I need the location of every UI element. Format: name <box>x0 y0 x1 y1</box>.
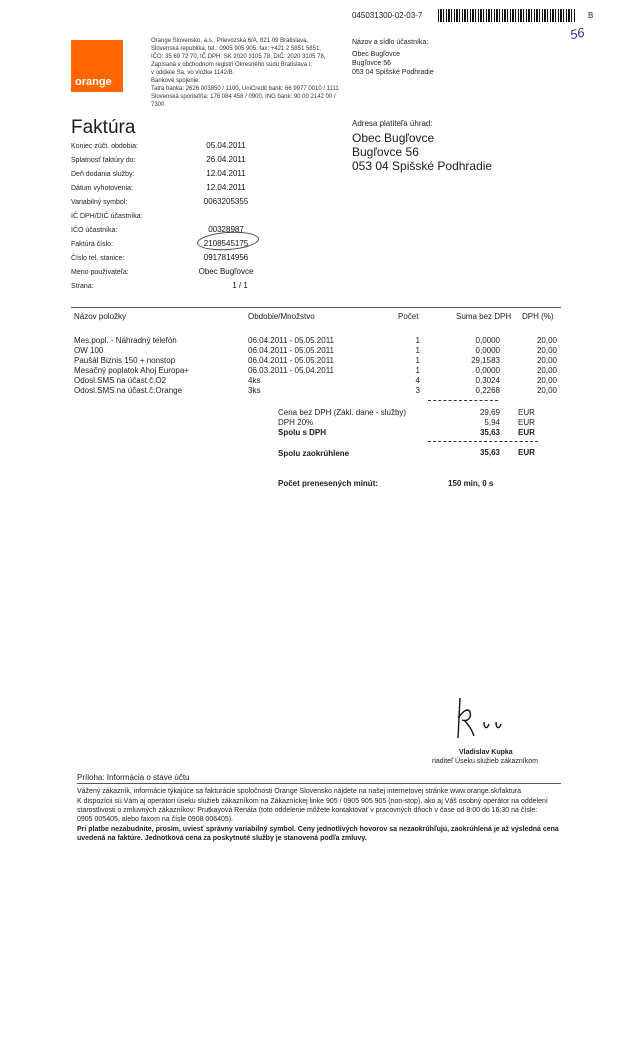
field-value: 2108545175 <box>203 239 249 248</box>
invoice-title: Faktúra <box>71 117 136 138</box>
company-line: Bankové spojenie: <box>151 78 201 84</box>
row-count: 1 <box>415 336 420 345</box>
total-with-vat-currency: EUR <box>518 428 535 437</box>
column-header-amount: Suma bez DPH <box>456 312 512 321</box>
total-with-vat-value: 35,63 <box>479 428 500 437</box>
company-line: IČO: 35 69 72 70, IČ DPH: SK 2020 3105 78, DIČ: 2020 3105 78, <box>151 54 326 60</box>
row-item: OW 100 <box>74 346 104 355</box>
notice-line: K dispozícii sú Vám aj operátori úseku služieb zákazníkom na Zákazníckej linke 905 / 0905 905 905 (non-stop), ako aj Váš osobný operátor na oddelení <box>77 798 548 805</box>
total-base-currency: EUR <box>518 408 535 417</box>
row-amount: 0,0000 <box>475 346 500 355</box>
row-count: 1 <box>415 356 420 365</box>
field-value: 00328987 <box>208 225 244 234</box>
field-label: Strana: <box>71 283 94 290</box>
row-vat: 20,00 <box>536 346 557 355</box>
row-vat: 20,00 <box>536 366 557 375</box>
signer-title: riaditeľ Úseku služieb zákazníkom <box>432 758 538 765</box>
logo-text: orange <box>75 76 112 88</box>
field-label: Variabilný symbol: <box>71 199 128 206</box>
field-label: IČO účastníka: <box>71 227 118 234</box>
field-label: Meno používateľa: <box>71 269 129 276</box>
field-label: Číslo tel. stanice: <box>71 255 125 262</box>
field-label: Koniec zúčt. obdobia: <box>71 143 138 150</box>
row-period: 06.03.2011 - 05.04.2011 <box>248 366 334 375</box>
field-value: 0917814956 <box>203 253 249 262</box>
field-value: 1 / 1 <box>232 281 248 290</box>
column-header-period: Obdobie/Množstvo <box>248 312 315 321</box>
row-amount: 0,3024 <box>475 376 500 385</box>
total-vat-currency: EUR <box>518 418 535 427</box>
row-period: 4ks <box>248 376 261 385</box>
company-line: Orange Slovensko, a.s., Prievozská 6/A, 821 09 Bratislava, <box>151 38 309 44</box>
minutes-label: Počet prenesených minút: <box>278 479 379 488</box>
recipient-block <box>352 38 434 77</box>
rounded-total-currency: EUR <box>518 448 535 457</box>
payer-line: Bugľovce 56 <box>352 145 419 159</box>
barcode <box>438 9 576 22</box>
payer-block <box>352 119 492 173</box>
column-header-item: Názov položky <box>74 312 127 321</box>
row-item: Paušál Biznis 150 + nonstop <box>74 356 176 365</box>
row-vat: 20,00 <box>536 356 557 365</box>
table-top-rule <box>71 307 561 308</box>
row-count: 4 <box>415 376 420 385</box>
company-line: Zapísaná v obchodnom registri Okresného súdu Bratislava I, <box>151 62 313 68</box>
row-vat: 20,00 <box>536 386 557 395</box>
notice-top-rule <box>77 783 561 784</box>
row-count: 1 <box>415 366 420 375</box>
total-vat-value: 5,94 <box>484 418 500 427</box>
total-with-vat-label: Spolu s DPH <box>278 428 327 437</box>
field-value: 12.04.2011 <box>206 183 246 192</box>
row-count: 3 <box>415 386 420 395</box>
recipient-line: Bugľovce 56 <box>352 60 392 67</box>
field-label: Splatnosť faktúry do: <box>71 157 136 164</box>
field-label: Faktúra číslo: <box>71 241 114 248</box>
row-item: Mesačný poplatok Ahoj Europa+ <box>74 366 189 375</box>
row-item: Odosl.SMS na účast.č.O2 <box>74 376 167 385</box>
barcode-letter: B <box>588 11 594 20</box>
row-period: 06.04.2011 - 05.05.2011 <box>248 346 334 355</box>
notice-bold-line: uvedená na faktúre. Jednotková cena za poskytnuté služby je stanovená podľa zmluvy. <box>77 835 367 842</box>
row-count: 1 <box>415 346 420 355</box>
row-amount: 0,2268 <box>475 386 500 395</box>
recipient-line: Obec Bugľovce <box>352 51 400 58</box>
field-label: Dátum vyhotovenia: <box>71 185 133 192</box>
orange-logo <box>71 40 123 92</box>
document-number: 045031300-02-03-7 <box>352 11 423 20</box>
row-period: 06.04.2011 - 05.05.2011 <box>248 356 334 365</box>
row-item: Mes.popl. - Náhradný telefón <box>74 336 177 345</box>
recipient-label: Názov a sídlo účastníka: <box>352 39 429 46</box>
row-vat: 20,00 <box>536 376 557 385</box>
handwritten-mark: 56 <box>568 24 586 43</box>
row-vat: 20,00 <box>536 336 557 345</box>
field-value: 26.04.2011 <box>206 155 246 164</box>
notice-line: starostlivosti o zmluvných zákazníkov: Prutkayová Renáta (toto oddelenie môžete kontaktovať v pracovných dňoch v čase od 8:00 do 16:30 na čísle: <box>77 807 538 814</box>
rounded-total-value: 35,63 <box>479 448 500 457</box>
row-amount: 0,0000 <box>475 366 500 375</box>
signer-name: Vladislav Kupka <box>459 749 513 756</box>
minutes-value: 150 min, 0 s <box>448 479 494 488</box>
company-line: Slovenská sporiteľňa: 176 084 458 / 0900, ING bank: 90 00 2142 00 / 7300 <box>151 94 336 108</box>
totals-dash-rule <box>428 400 498 401</box>
company-info <box>151 37 346 109</box>
row-period: 3ks <box>248 386 261 395</box>
company-line: Slovenská republika, tel.: 0905 905 905, fax: +421 2 5851 5851, <box>151 46 321 52</box>
field-value: 0063205355 <box>203 197 249 206</box>
row-amount: 0,0000 <box>475 336 500 345</box>
total-base-value: 29,69 <box>479 408 500 417</box>
handwritten-signature <box>450 692 530 744</box>
notice-line: Vážený zákazník, informácie týkajúce sa fakturácie spoločnosti Orange Slovensko nájdete na našej internetovej stránke www.orange.sk/faktura <box>77 788 521 795</box>
field-value: 12.04.2011 <box>206 169 246 178</box>
notice-bold-line: Pri platbe nezabudnite, prosím, uviesť správny variabilný symbol. Ceny jednotlivých hovorov sa nezaokrúhľujú, zaokrúhlená je až výsledná cena <box>77 826 559 833</box>
notice-line: 0905 005405, alebo faxom na čísle 0908 006405). <box>77 816 234 823</box>
field-value: 05.04.2011 <box>206 141 246 150</box>
customer-notice <box>77 787 561 843</box>
recipient-line: 053 04 Spišské Podhradie <box>352 69 434 76</box>
row-item: Odosl.SMS na účast.č.Orange <box>74 386 183 395</box>
rounded-total-label: Spolu zaokrúhlene <box>278 449 350 458</box>
payer-line: Obec Bugľovce <box>352 131 435 145</box>
attachment-note: Príloha: Informácia o stave účtu <box>77 773 190 782</box>
field-label: IČ DPH/DIČ účastníka: <box>71 213 143 220</box>
field-value: Obec Bugľovce <box>198 267 254 276</box>
total-vat-label: DPH 20% <box>278 418 314 427</box>
payer-line: 053 04 Spišské Podhradie <box>352 159 493 173</box>
row-amount: 29,1583 <box>471 356 500 365</box>
company-line: Tatra banka: 2626 003850 / 1100, UniCredit bank: 66 9977 0010 / 1111 <box>151 86 339 92</box>
company-line: v oddiele Sa, vo vložke 1142/B. <box>151 70 235 76</box>
row-period: 06.04.2011 - 05.05.2011 <box>248 336 334 345</box>
payer-label: Adresa platiteľa úhrad: <box>352 119 433 128</box>
column-header-count: Počet <box>398 312 419 321</box>
field-label: Deň dodania služby: <box>71 171 135 178</box>
column-header-vat: DPH (%) <box>522 312 554 321</box>
total-base-label: Cena bez DPH (Zákl. dane - služby) <box>278 408 407 417</box>
rounded-dash-rule <box>428 441 538 442</box>
